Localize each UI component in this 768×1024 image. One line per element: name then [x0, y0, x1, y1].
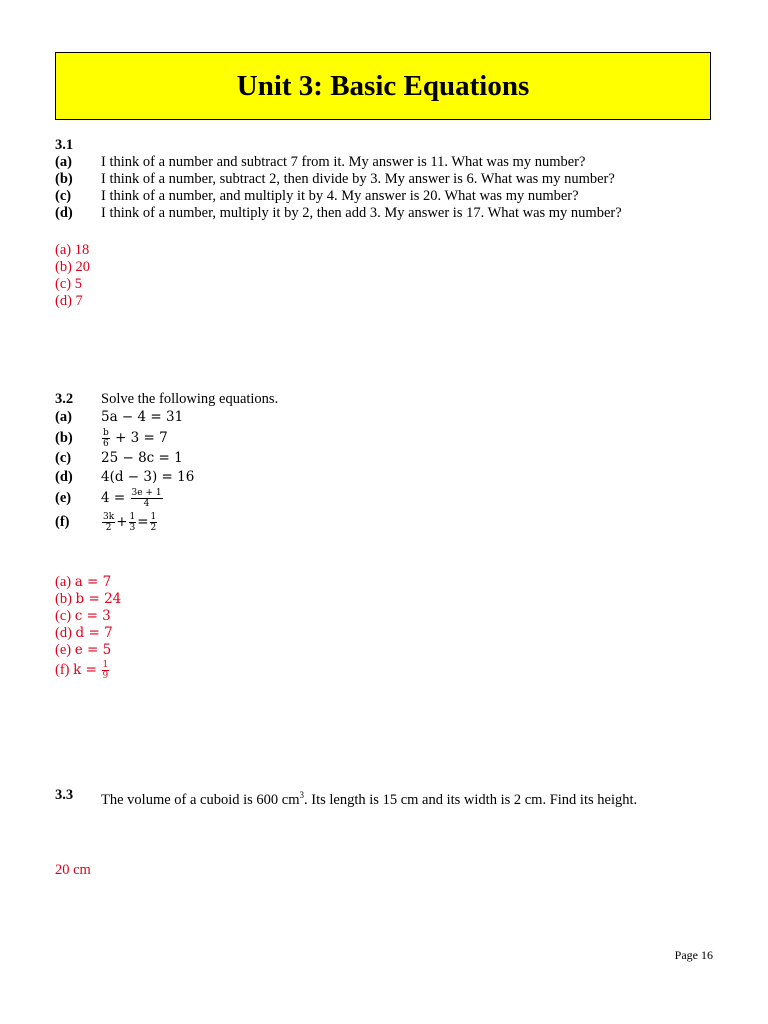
answers-3-2 — [55, 574, 121, 681]
fraction: $\frac{3k}{2}$ — [103, 512, 115, 533]
answer-line: (c) c = 3 — [55, 608, 111, 624]
answer-line: (a) 18 — [55, 242, 90, 258]
answers-3-1 — [55, 242, 90, 310]
equation-f: $\frac{3k}{2}$ + $\frac{1}{3}$ = $\frac{1}{2}$ — [103, 512, 157, 533]
item-label: (d) — [55, 469, 73, 485]
answer-line: (f) k = $\frac{1}{9}$ — [55, 660, 109, 682]
question-number: 3.2 — [55, 391, 74, 407]
answer-line: (d) d = 7 — [55, 625, 113, 641]
fraction: $\frac{1}{2}$ — [150, 512, 157, 533]
answer-line: (b) 20 — [55, 259, 91, 275]
question-text: The volume of a cuboid is 600 $cm^3$. Its length is 15 cm and its width is 2 cm. Find its height. — [101, 790, 638, 808]
question-prompt: Solve the following equations. — [101, 391, 279, 407]
answer-line: (d) 7 — [55, 293, 83, 309]
fraction: $\frac{3e + 1}{4}$ — [131, 488, 162, 509]
question-number: 3.3 — [55, 787, 74, 803]
equation-d: 4(d − 3) = 16 — [101, 469, 195, 485]
fraction: $\frac{b}{6}$ — [103, 428, 109, 449]
item-label: (f) — [55, 514, 70, 530]
item-label: (c) — [55, 450, 72, 466]
answer-line: (a) a = 7 — [55, 574, 112, 590]
item-text: I think of a number, multiply it by 2, then add 3. My answer is 17. What was my number? — [101, 205, 622, 221]
answer-line: (c) 5 — [55, 276, 82, 292]
page-number: Page 16 — [674, 948, 713, 962]
answer-line: (b) b = 24 — [55, 591, 122, 607]
item-label: (e) — [55, 490, 72, 506]
fraction: $\frac{1}{3}$ — [129, 512, 136, 533]
equation-a: 5a − 4 = 31 — [101, 409, 184, 425]
item-label: (a) — [55, 409, 72, 425]
page-title: Unit 3: Basic Equations — [236, 69, 530, 102]
fraction: $\frac{1}{9}$ — [102, 660, 109, 682]
answer-3-3: 20 cm — [55, 862, 91, 878]
item-text: I think of a number and subtract 7 from it. My answer is 11. What was my number? — [101, 154, 586, 170]
question-number: 3.1 — [55, 137, 74, 153]
equation-e: 4 = $\frac{3e + 1}{4}$ — [101, 488, 162, 509]
item-text: I think of a number, subtract 2, then divide by 3. My answer is 6. What was my number? — [101, 171, 615, 187]
item-label: (b) — [55, 430, 73, 446]
answer-line: (e) e = 5 — [55, 642, 112, 658]
equation-c: 25 − 8c = 1 — [101, 450, 183, 466]
item-label: (d) — [55, 205, 73, 221]
equation-b: $\frac{b}{6}$ + 3 = 7 — [103, 428, 168, 449]
item-label: (a) — [55, 154, 72, 170]
title-banner — [55, 52, 711, 120]
item-label: (c) — [55, 188, 72, 204]
item-label: (b) — [55, 171, 73, 187]
item-text: I think of a number, and multiply it by 4. My answer is 20. What was my number? — [101, 188, 579, 204]
